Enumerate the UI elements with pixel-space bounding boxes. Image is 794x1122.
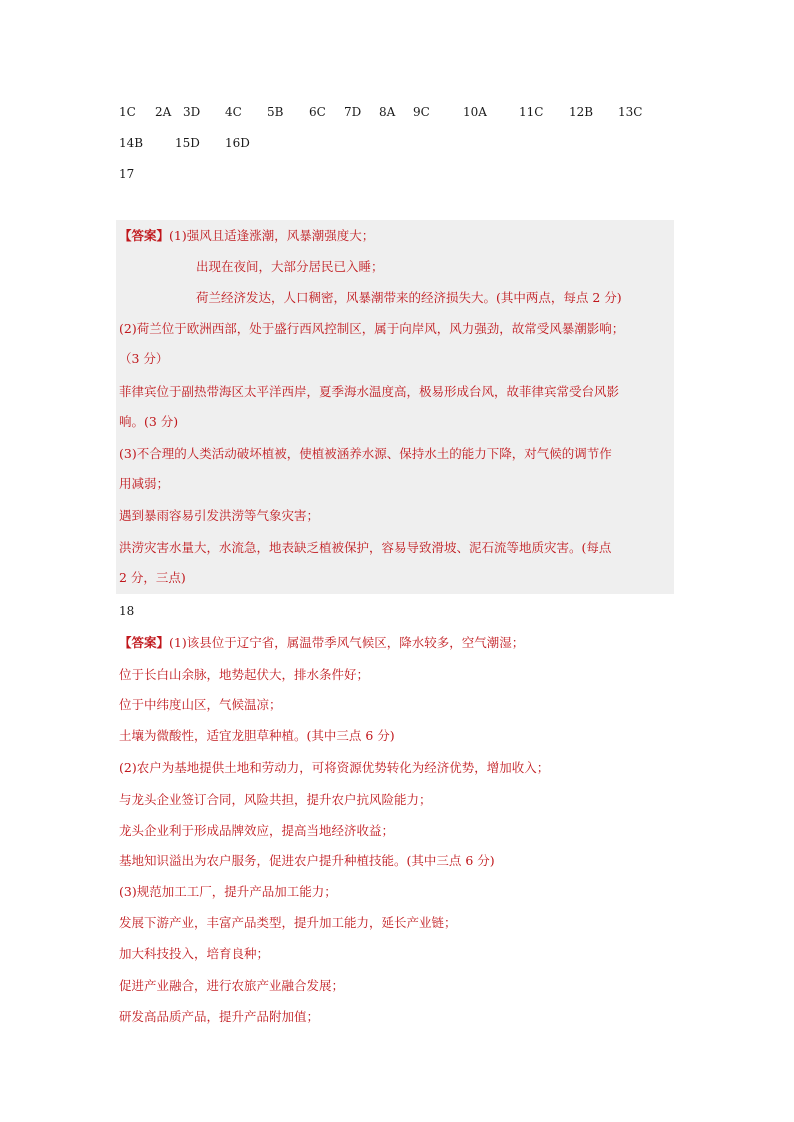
answer-line: 2 分，三点) (119, 570, 186, 585)
mc-answer: 5B (267, 105, 284, 119)
answer-line: 促进产业融合，进行农旅产业融合发展； (119, 978, 345, 993)
answer-line: 发展下游产业，丰富产品类型，提升加工能力，延长产业链； (119, 915, 457, 930)
answer-line (119, 226, 374, 246)
answer-line: 用减弱； (119, 476, 170, 491)
answer-line: 响。(3 分) (119, 414, 179, 429)
answer-line: 荷兰经济发达，人口稠密，风暴潮带来的经济损失大。(其中两点，每点 2 分) (196, 290, 622, 305)
answer-line: (2)荷兰位于欧洲西部，处于盛行西风控制区，属于向岸风，风力强劲，故常受风暴潮影响； (119, 321, 625, 336)
answer-line: 位于长白山余脉，地势起伏大，排水条件好； (119, 667, 370, 682)
question-number-18: 18 (119, 604, 135, 618)
answer-line (119, 633, 524, 653)
answer-tag: 【答案】 (119, 635, 170, 650)
answer-line: 龙头企业利于形成品牌效应，提高当地经济收益； (119, 823, 395, 838)
mc-answer: 15D (175, 136, 200, 150)
mc-answer: 6C (309, 105, 326, 119)
answer-line: 菲律宾位于副热带海区太平洋西岸，夏季海水温度高，极易形成台风，故菲律宾常受台风影 (119, 384, 620, 399)
answer-line: (3)不合理的人类活动破坏植被，使植被涵养水源、保持水土的能力下降，对气候的调节作 (119, 446, 612, 461)
mc-answer: 12B (569, 105, 594, 119)
answer-line: 研发高品质产品，提升产品附加值； (119, 1009, 320, 1024)
mc-answer: 13C (618, 105, 643, 119)
answer-line: 加大科技投入，培育良种； (119, 946, 270, 961)
answer-line: 位于中纬度山区，气候温凉； (119, 697, 282, 712)
mc-answer: 1C (119, 105, 136, 119)
answer-text: (1)该县位于辽宁省，属温带季风气候区，降水较多，空气潮湿； (169, 635, 525, 650)
answer-text: (1)强风且适逢涨潮，风暴潮强度大； (169, 228, 375, 243)
answer-line: 基地知识溢出为农户服务，促进农户提升种植技能。(其中三点 6 分) (119, 853, 495, 868)
mc-answer: 8A (379, 105, 396, 119)
mc-answer: 9C (413, 105, 430, 119)
question-number-17: 17 (119, 167, 135, 181)
answer-line: 洪涝灾害水量大，水流急，地表缺乏植被保护，容易导致滑坡、泥石流等地质灾害。(每点 (119, 540, 612, 555)
answer-line: 遇到暴雨容易引发洪涝等气象灾害； (119, 508, 320, 523)
mc-answer: 3D (183, 105, 201, 119)
answer-line: （3 分） (119, 351, 169, 366)
answer-line: 土壤为微酸性，适宜龙胆草种植。(其中三点 6 分) (119, 728, 395, 743)
answer-line: 出现在夜间，大部分居民已入睡； (196, 259, 384, 274)
answer-line: (3)规范加工工厂，提升产品加工能力； (119, 884, 337, 899)
mc-answer: 16D (225, 136, 250, 150)
answer-line: 与龙头企业签订合同，风险共担，提升农户抗风险能力； (119, 792, 432, 807)
answer-line: (2)农户为基地提供土地和劳动力，可将资源优势转化为经济优势，增加收入； (119, 760, 550, 775)
answer-block-17 (116, 220, 674, 594)
mc-answer: 2A (155, 105, 172, 119)
mc-answer: 4C (225, 105, 242, 119)
mc-answer: 7D (344, 105, 362, 119)
answer-tag: 【答案】 (119, 228, 170, 243)
mc-answer: 10A (463, 105, 487, 119)
answer-block-18 (116, 630, 674, 1040)
mc-answer: 14B (119, 136, 144, 150)
mc-answer: 11C (519, 105, 544, 119)
